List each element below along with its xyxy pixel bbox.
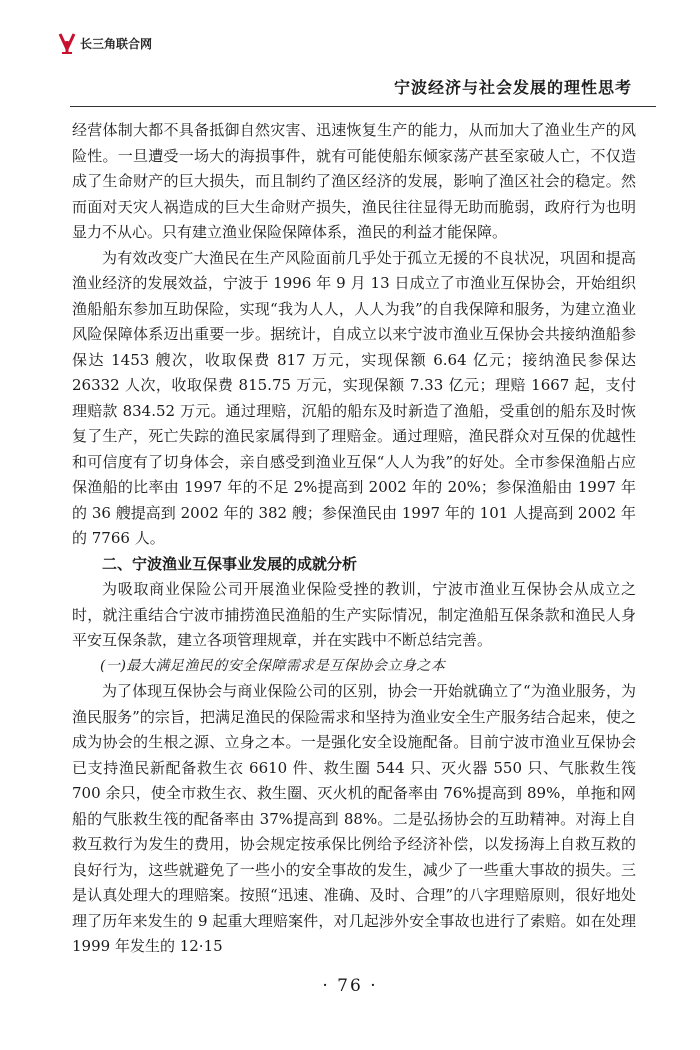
paragraph-4: 为了体现互保协会与商业保险公司的区别，协会一开始就确立了“为渔业服务，为渔民服务”的宗旨，把满足渔民的保险需求和坚持为渔业安全生产服务结合起来，使之成为协会的生根之源、立身之本。一是强化安全设施配备。目前宁波市渔业互保协会已支持渔民新配备救生衣 6610 件、救生圈 544 只、灭火器 550 只、气胀救生筏 700 余只，使全市救生衣、救生圈、灭火机的配备率由 76%提高到 89%，单拖和网船的气胀救生筏的配备率由 37%提高到 88%。二是弘扬协会的互助精神。对海上自救互救行为发生的费用，协会规定按承保比例给予经济补偿，以发扬海上自救互救的良好行为，这些就避免了一些小的安全事故的发生，减少了一些重大事故的损失。三是认真处理大的理赔案。按照“迅速、准确、及时、合理”的八字理赔原则，很好地处理了历年来发生的 9 起重大理赔案件，对几起涉外安全事故也进行了索赔。如在处理 1999 年发生的 12·15 <box>72 682 636 955</box>
page-number: · 76 · <box>322 976 378 996</box>
subsection-heading-1: (一)最大满足渔民的安全保障需求是互保协会立身之本 <box>100 657 446 674</box>
logo-text: 长三角联合网 <box>80 36 153 51</box>
article-body <box>72 118 636 960</box>
section-heading-2: 二、宁波渔业互保事业发展的成就分析 <box>102 554 358 573</box>
logo-emblem-icon <box>58 31 76 55</box>
paragraph-3: 为吸取商业保险公司开展渔业保险受挫的教训，宁波市渔业互保协会从成立之时，就注重结合宁波市捕捞渔民渔船的生产实际情况，制定渔船互保条款和渔民人身平安互保条款，建立各项管理规章，并在实践中不断总结完善。 <box>72 580 636 649</box>
running-head-title: 宁波经济与社会发展的理性思考 <box>393 78 632 97</box>
paragraph-1: 经营体制大都不具备抵御自然灾害、迅速恢复生产的能力，从而加大了渔业生产的风险性。一旦遭受一场大的海损事件，就有可能使船东倾家荡产甚至家破人亡，不仅造成了生命财产的巨大损失，而且制约了渔区经济的发展，影响了渔区社会的稳定。然而面对天灾人祸造成的巨大生命财产损失，渔民往往显得无助而脆弱，政府行为也明显力不从心。只有建立渔业保险保障体系，渔民的利益才能保障。 <box>72 121 636 241</box>
header-divider <box>70 106 656 107</box>
site-logo <box>58 30 152 56</box>
paragraph-2: 为有效改变广大渔民在生产风险面前几乎处于孤立无援的不良状况，巩固和提高渔业经济的发展效益，宁波于 1996 年 9 月 13 日成立了市渔业互保协会，开始组织渔船船东参加互助保险，实现“我为人人，人人为我”的自我保障和服务，为建立渔业风险保障体系迈出重要一步。据统计，自成立以来宁波市渔业互保协会共接纳渔船参保达 1453 艘次，收取保费 817 万元，实现保额 6.64 亿元；接纳渔民参保达 26332 人次，收取保费 815.75 万元，实现保额 7.33 亿元；理赔 1667 起，支付理赔款 834.52 万元。通过理赔，沉船的船东及时新造了渔船，受重创的船东及时恢复了生产，死亡失踪的渔民家属得到了理赔金。通过理赔，渔民群众对互保的优越性和可信度有了切身体会，亲自感受到渔业互保“人人为我”的好处。全市参保渔船占应保渔船的比率由 1997 年的不足 2%提高到 2002 年的 20%；参保渔船由 1997 年的 36 艘提高到 2002 年的 382 艘；参保渔民由 1997 年的 101 人提高到 2002 年的 7766 人。 <box>72 248 636 547</box>
